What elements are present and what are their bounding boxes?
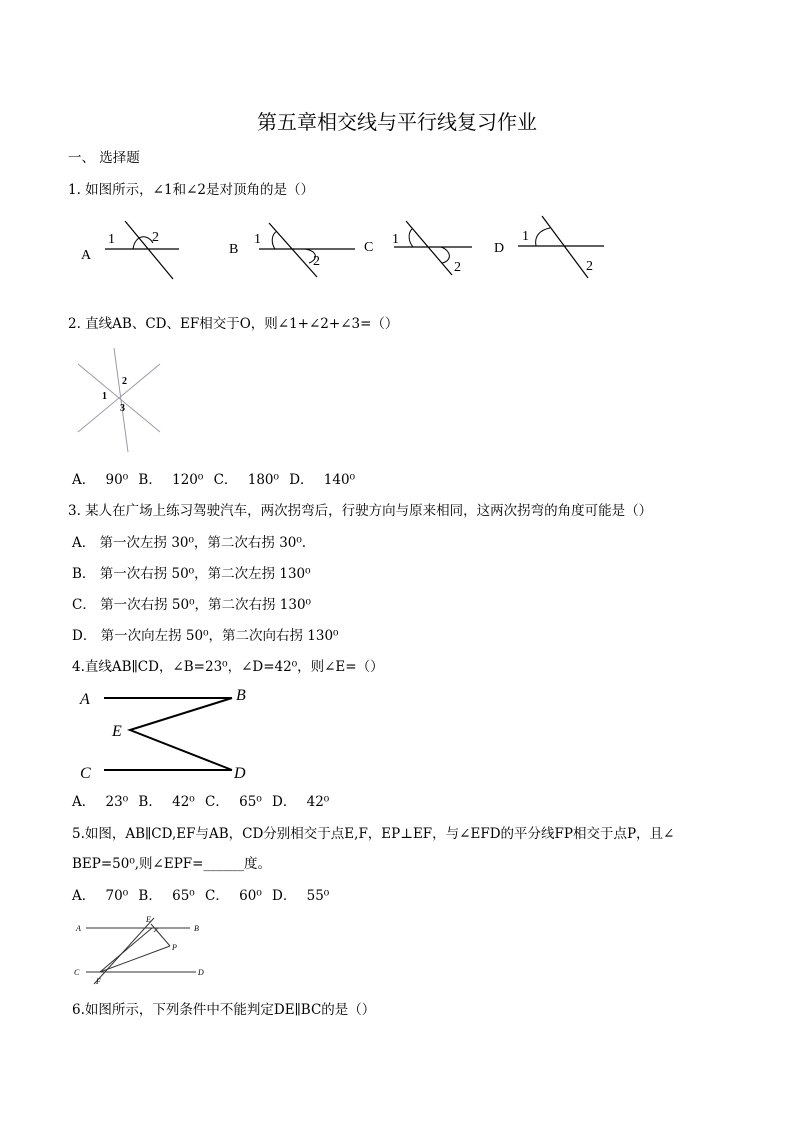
q1-figure-d xyxy=(492,212,612,284)
q5-figure xyxy=(74,912,214,988)
question-5-options: A． 70⁰ B． 65⁰ C． 60⁰ D． 55⁰ xyxy=(72,888,330,904)
q1-fig-a-angle2: 2 xyxy=(152,230,159,245)
q1-fig-b-angle1: 1 xyxy=(254,232,261,247)
section-heading: 一、 选择题 xyxy=(68,150,140,166)
question-3-text: 3. 某人在广场上练习驾驶汽车，两次拐弯后，行驶方向与原来相同，这两次拐弯的角度可能是（） xyxy=(68,503,653,519)
q2-angle3: 3 xyxy=(120,403,125,414)
question-3-option-c: C． 第一次右拐 50⁰，第二次右拐 130⁰ xyxy=(72,597,311,613)
q5-label-b: B xyxy=(194,924,199,933)
question-3-option-a: A． 第一次左拐 30⁰，第二次右拐 30⁰. xyxy=(72,535,307,551)
q1-fig-b-letter: B xyxy=(229,242,239,257)
question-2-text: 2. 直线AB、CD、EF相交于O，则∠1+∠2+∠3=（） xyxy=(68,316,399,332)
q4-figure xyxy=(74,684,264,782)
question-4-text: 4.直线AB∥CD，∠B=23⁰，∠D=42⁰，则∠E=（） xyxy=(72,659,384,675)
q4-label-d: D xyxy=(234,765,246,782)
q5-label-a: A xyxy=(76,924,81,933)
q1-fig-c-angle2: 2 xyxy=(454,260,461,275)
q1-fig-d-letter: D xyxy=(494,241,505,256)
page-title: 第五章相交线与平行线复习作业 xyxy=(257,110,537,134)
q4-label-a: A xyxy=(80,691,90,708)
question-1-text: 1. 如图所示，∠1和∠2是对顶角的是（） xyxy=(68,182,314,198)
question-6-text: 6.如图所示，下列条件中不能判定DE∥BC的是（） xyxy=(72,1002,376,1018)
question-5-line1: 5.如图，AB∥CD,EF与AB，CD分别相交于点E,F，EP⊥EF，与∠EFD的平分线FP相交于点P，且∠ xyxy=(72,826,675,842)
q2-angle1: 1 xyxy=(102,391,107,402)
q1-fig-a-angle1: 1 xyxy=(108,232,115,247)
question-2-options: A． 90⁰ B． 120⁰ C． 180⁰ D． 140⁰ xyxy=(72,472,355,488)
q2-figure xyxy=(74,344,166,454)
question-3-option-b: B． 第一次右拐 50⁰，第二次左拐 130⁰ xyxy=(72,566,311,582)
q1-fig-b-angle2: 2 xyxy=(313,254,320,269)
question-4-options: A． 23⁰ B． 42⁰ C． 65⁰ D． 42⁰ xyxy=(72,794,330,810)
q4-label-c: C xyxy=(80,765,91,782)
q5-label-p: P xyxy=(172,943,177,952)
q1-figure-a xyxy=(75,215,195,285)
q1-figure-c xyxy=(362,215,482,285)
q5-label-d: D xyxy=(198,968,204,977)
q1-fig-d-angle2: 2 xyxy=(586,259,593,274)
q4-label-e: E xyxy=(112,723,122,740)
q1-fig-c-letter: C xyxy=(364,240,374,255)
q5-label-e: E xyxy=(146,915,151,924)
q1-fig-a-letter: A xyxy=(81,248,92,263)
q4-label-b: B xyxy=(236,687,246,704)
question-5-line2: BEP=50⁰,则∠EPF=______度。 xyxy=(72,856,271,872)
q5-label-f: F xyxy=(96,977,101,986)
q2-angle2: 2 xyxy=(122,376,127,387)
question-3-option-d: D． 第一次向左拐 50⁰，第二次向右拐 130⁰ xyxy=(72,628,339,644)
q1-figure-b xyxy=(225,215,355,285)
q1-fig-d-angle1: 1 xyxy=(522,229,529,244)
q5-label-c: C xyxy=(74,968,80,977)
q1-fig-c-angle1: 1 xyxy=(392,232,399,247)
